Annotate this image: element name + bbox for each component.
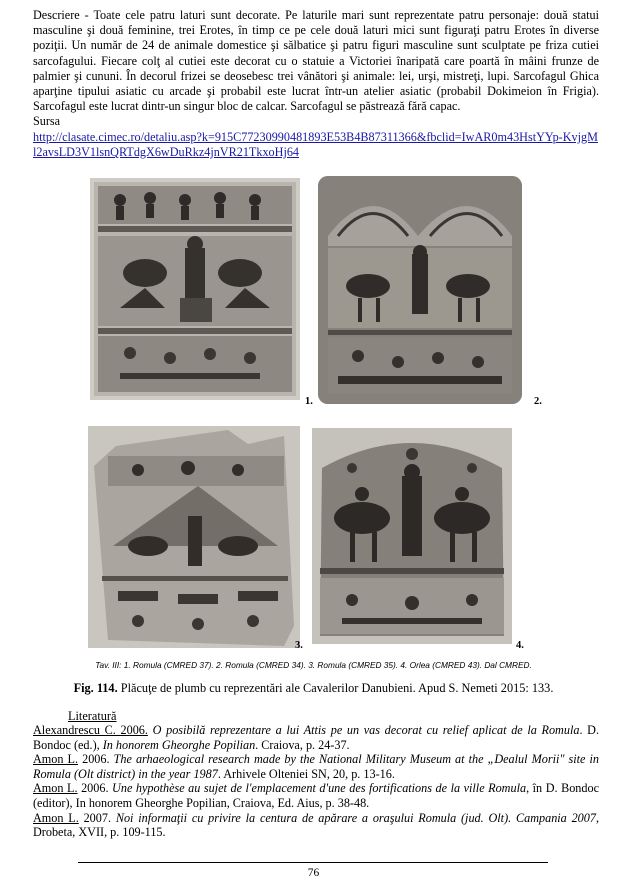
reference-details-2: . Craiova, p. 24-37. xyxy=(255,737,350,752)
source-link[interactable]: http://clasate.cimec.ro/detaliu.asp?k=915C77230990481893E53B4B87311366&fbclid=IwAR0m43HstYYp-KvjgMl2avsLD3V1lsnQRTdgX6wDuRkz4jnVR21TkxoHj64 xyxy=(33,129,598,159)
plate-3-image xyxy=(88,426,300,648)
reference-title-2: In honorem Gheorghe Popilian xyxy=(102,737,256,752)
figure-label: Fig. 114. xyxy=(73,681,118,695)
reference-title-2: The arhaeological research made by the National Military Museum at the „Dealul Morii" site in Romula (Olt district) in the year 1987 xyxy=(33,752,599,781)
reference-details-2: , Drobeta, XVII, p. 109-115. xyxy=(33,810,599,840)
reference-title-2: Une hypothèse au sujet de l'emplacement d'une des fortifications de la ville Romula xyxy=(112,781,527,796)
reference-title-2: Noi informaţii cu privire la centura de apărare a oraşului Romula (jud. Olt). Campania 2007 xyxy=(115,810,596,825)
footer-divider xyxy=(78,862,548,863)
reference-author: Alexandrescu C. 2006. xyxy=(33,723,148,737)
tav-caption: Tav. III: 1. Romula (CMRED 37). 2. Romula (CMRED 34). 3. Romula (CMRED 35). 4. Orlea (CMRED 43). Dal CMRED. xyxy=(95,660,532,670)
reference-author: Amon L. xyxy=(33,810,79,825)
plate-4-image xyxy=(312,428,512,644)
reference-details-2: . Arhivele Olteniei SN, 20, p. 13-16. xyxy=(217,766,395,781)
reference-details: . D. Bondoc (ed.), xyxy=(33,723,600,752)
plate-1-image xyxy=(90,178,300,400)
plate-2-image xyxy=(318,176,522,404)
figure-caption-text: Plăcuţe de plumb cu reprezentări ale Cavalerilor Danubieni. Apud S. Nemeti 2015: 133. xyxy=(117,681,554,695)
plate-4-number: 4. xyxy=(516,640,524,651)
figure-caption xyxy=(0,681,627,696)
reference-item xyxy=(33,811,599,840)
reference-details: 2006. xyxy=(78,752,114,767)
description-text: Descriere - Toate cele patru laturi sunt decorate. Pe laturile mari sunt reprezentate patru personaje: două statui masculine şi două feminine, trei Erotes, în timp ce pe cele două laturi mici sunt figuraţi patru Erotes în diverse poziţii. Un număr de 24 de animale domestice şi sălbatice şi patru figuri masculine sunt sculptate pe friza cutiei sarcofagului. Fiecare colţ al cutiei este decorat cu o statuie a Victoriei înaripată care poartă în mâini frunze de palmier şi cununi. În decorul frizei se deosebesc trei vânători şi animale: lei, urşi, mistreţi, lupi. Sarcofagul Ghica aparţine tipului asiatic cu arcade şi probabil este lucrat într-un atelier asiatic (probabil Dokimeion în Frigia). Sarcofagul este lucrat dintr-un singur bloc de calcar. Sarcofagul se păstrează fără capac. xyxy=(33,8,599,114)
reference-details-2: , în D. Bondoc (editor), In honorem Gheorghe Popilian, Craiova, Ed. Aius, p. 38-48. xyxy=(33,781,599,810)
plate-1-number: 1. xyxy=(305,396,313,407)
plate-3-number: 3. xyxy=(295,640,303,651)
literature-heading: Literatură xyxy=(68,709,117,723)
plate-2-number: 2. xyxy=(534,396,542,407)
page-number: 76 xyxy=(307,867,320,879)
references-list xyxy=(33,723,599,840)
reference-item xyxy=(33,752,599,781)
source-label: Sursa xyxy=(33,114,61,129)
reference-details: 2007. xyxy=(78,810,116,825)
reference-details: 2006. xyxy=(77,781,113,796)
reference-item xyxy=(33,723,599,752)
description-paragraph xyxy=(33,8,599,160)
reference-item xyxy=(33,781,599,810)
reference-author: Amon L. xyxy=(33,752,79,767)
reference-author: Amon L. xyxy=(33,781,78,796)
reference-title: O posibilă reprezentare a lui Attis pe un vas decorat cu relief aplicat de la Romula xyxy=(152,723,580,737)
